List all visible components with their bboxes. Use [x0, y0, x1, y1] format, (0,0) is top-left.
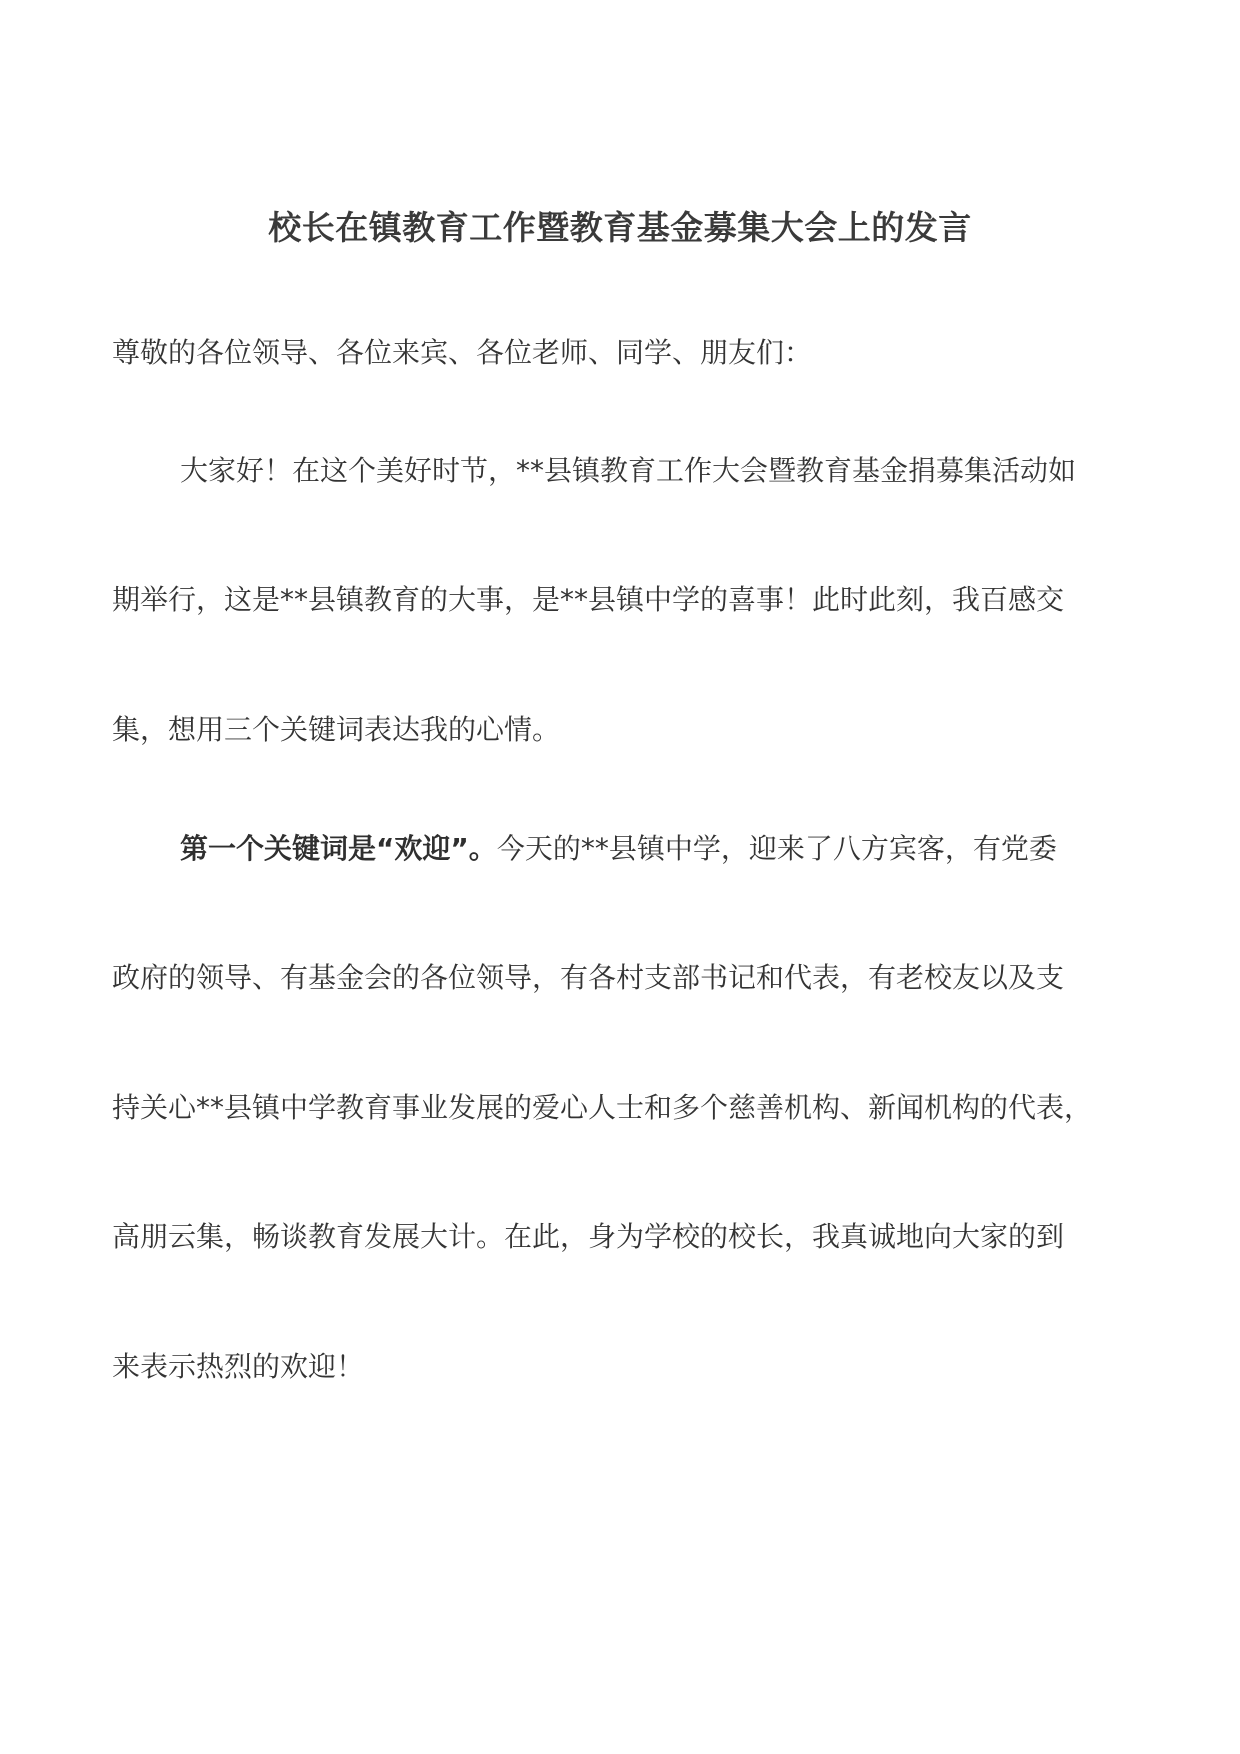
salutation: 尊敬的各位领导、各位来宾、各位老师、同学、朋友们： [112, 336, 813, 369]
paragraph2-line5: 来表示热烈的欢迎！ [112, 1350, 365, 1383]
paragraph2-line1-rest: 今天的**县镇中学，迎来了八方宾客，有党委 [496, 832, 1057, 865]
paragraph2-line4: 高朋云集，畅谈教育发展大计。在此，身为学校的校长，我真诚地向大家的到 [112, 1220, 1065, 1253]
paragraph2-line3: 持关心**县镇中学教育事业发展的爱心人士和多个慈善机构、新闻机构的代表， [112, 1091, 1093, 1124]
document-title: 校长在镇教育工作暨教育基金募集大会上的发言 [268, 208, 972, 247]
paragraph2-line2: 政府的领导、有基金会的各位领导，有各村支部书记和代表，有老校友以及支 [112, 961, 1065, 994]
paragraph2-line1 [180, 824, 1057, 874]
paragraph1-line1: 大家好！在这个美好时节，**县镇教育工作大会暨教育基金捐募集活动如 [180, 454, 1077, 487]
paragraph1-line3: 集，想用三个关键词表达我的心情。 [112, 713, 561, 746]
keyword-lead: 第一个关键词是“欢迎”。 [180, 832, 497, 865]
paragraph1-line2: 期举行，这是**县镇教育的大事，是**县镇中学的喜事！此时此刻，我百感交 [112, 583, 1065, 616]
